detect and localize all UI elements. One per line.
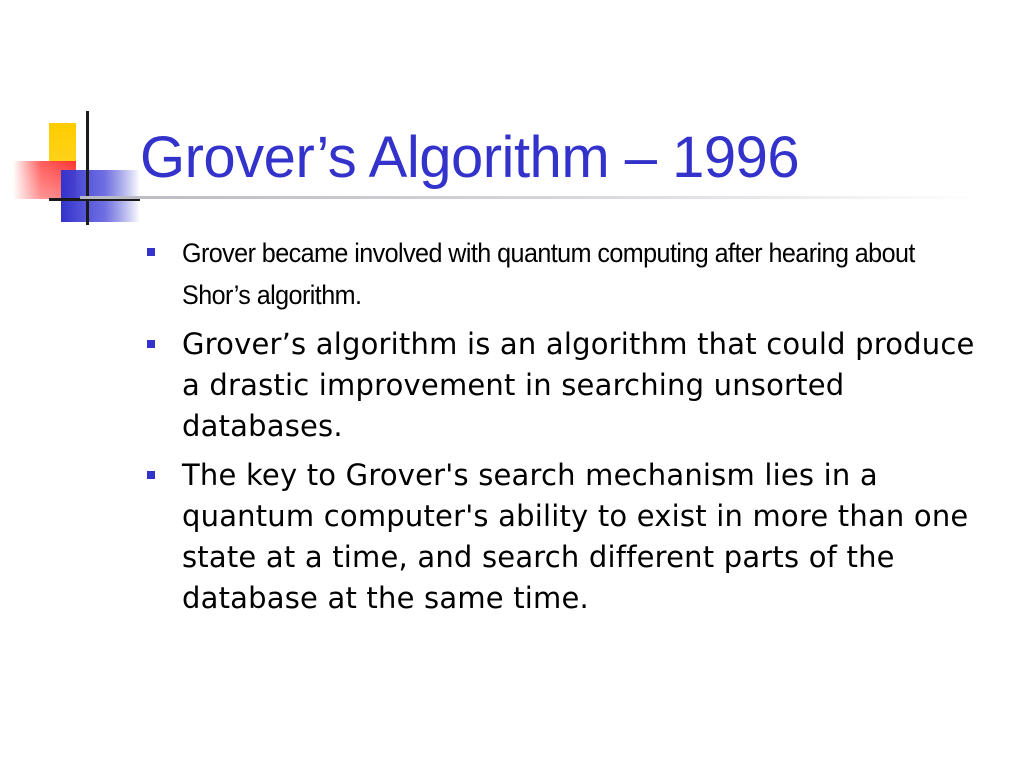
list-item: [140, 324, 980, 447]
bullet-text: The key to Grover's search mechanism lies in a quantum computer's ability to exist in more than one state at a time, and search different parts of the database at the same time.: [182, 458, 969, 615]
bullet-list: [140, 232, 980, 627]
slide-title: Grover’s Algorithm – 1996: [140, 125, 800, 190]
bullet-text: Grover’s algorithm is an algorithm that could produce a drastic improvement in searching unsorted databases.: [182, 327, 975, 443]
list-item: [140, 232, 980, 316]
ornament-vertical-line: [86, 111, 89, 225]
list-item: [140, 455, 980, 619]
ornament-yellow-square: [49, 123, 76, 162]
bullet-square-icon: [147, 340, 155, 348]
bullet-square-icon: [147, 471, 155, 479]
bullet-text: Grover became involved with quantum computing after hearing about Shor’s algorithm.: [182, 238, 915, 310]
bullet-square-icon: [147, 248, 155, 256]
